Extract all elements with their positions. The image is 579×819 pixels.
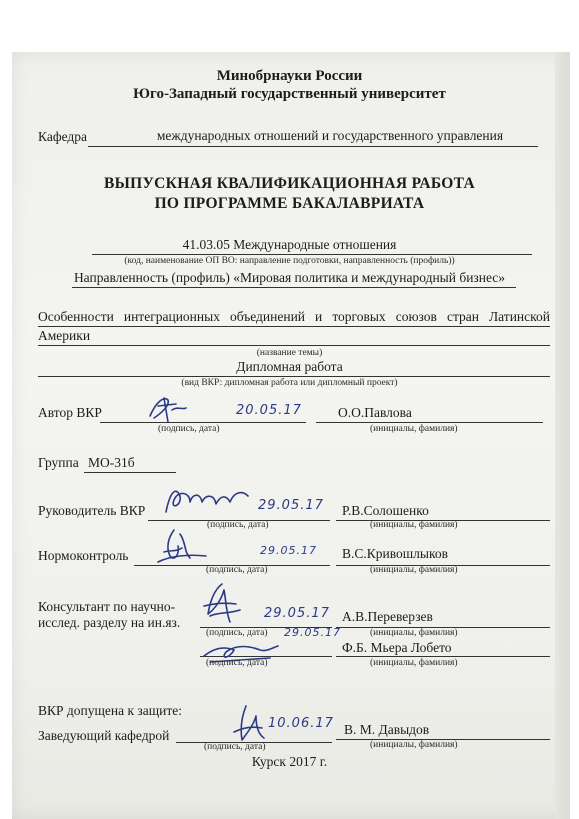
department-label: Кафедра (38, 129, 87, 144)
consultant-hint-sign1: (подпись, дата) (206, 628, 268, 638)
supervisor-name: Р.В.Солошенко (342, 503, 429, 518)
consultant-hint-sign2: (подпись, дата) (206, 658, 268, 668)
head-name: В. М. Давыдов (344, 722, 430, 737)
head-signature (226, 702, 270, 744)
group-underline (84, 472, 176, 473)
city-year: Курск 2017 г. (251, 754, 328, 769)
consultant-name1: А.В.Переверзев (342, 609, 433, 624)
ministry-name: Минобрнауки России (216, 68, 363, 84)
normcontrol-hint-name: (инициалы, фамилия) (370, 565, 458, 575)
author-label: Автор ВКР (38, 405, 102, 420)
normcontrol-hint-sign: (подпись, дата) (206, 565, 268, 575)
program-hint: (код, наименование ОП ВО: направление подготовки, направленность (профиль)) (124, 256, 455, 266)
group-value: МО-31б (88, 455, 135, 470)
author-hint-sign: (подпись, дата) (158, 424, 220, 434)
work-type-hint: (вид ВКР: дипломная работа или дипломный проект) (181, 378, 398, 388)
consultant-label-line2: исслед. разделу на ин.яз. (38, 615, 181, 630)
work-title-line1: ВЫПУСКНАЯ КВАЛИФИКАЦИОННАЯ РАБОТА (103, 175, 476, 192)
supervisor-signature (160, 482, 252, 520)
normcontrol-label: Нормоконтроль (38, 548, 129, 563)
profile-underline (72, 287, 516, 288)
head-hint-name: (инициалы, фамилия) (370, 740, 458, 750)
topic-line2: Америки (38, 328, 91, 343)
supervisor-date: 29.05.17 (258, 498, 324, 513)
work-type-value: Дипломная работа (236, 359, 343, 374)
consultant-hint-name2: (инициалы, фамилия) (370, 658, 458, 668)
consultant-name2: Ф.Б. Мьера Лобето (342, 640, 452, 655)
head-date: 10.06.17 (268, 716, 334, 731)
supervisor-hint-sign: (подпись, дата) (207, 520, 269, 530)
supervisor-hint-name: (инициалы, фамилия) (370, 520, 458, 530)
consultant-date2: 29.05.17 (284, 626, 341, 639)
author-hint-name: (инициалы, фамилия) (370, 424, 458, 434)
program-profile: Направленность (профиль) «Мировая политика и международный бизнес» (73, 270, 506, 285)
head-of-department-label: Заведующий кафедрой (38, 728, 170, 743)
consultant-label-line1: Консультант по научно- (38, 599, 176, 614)
normcontrol-name: В.С.Кривошлыков (342, 546, 448, 561)
consultant-signature1 (196, 580, 246, 628)
supervisor-label: Руководитель ВКР (38, 503, 146, 518)
author-signature (142, 392, 190, 426)
university-name: Юго-Западный государственный университет (133, 86, 446, 102)
defense-admitted: ВКР допущена к защите: (38, 703, 182, 718)
department-value: международных отношений и государственного управления (156, 128, 504, 143)
paper-edge (555, 52, 570, 819)
topic-hint: (название темы) (256, 348, 323, 358)
topic-underline1 (38, 326, 550, 327)
program-code: 41.03.05 Международные отношения (182, 237, 397, 252)
normcontrol-signature (150, 524, 212, 566)
topic-line1: Особенности интеграционных объединений и торговых союзов стран Латинской (38, 309, 550, 324)
consultant-hint-name1: (инициалы, фамилия) (370, 628, 458, 638)
consultant-date1: 29.05.17 (264, 606, 330, 621)
author-sign-line (100, 422, 306, 423)
department-underline (88, 146, 538, 147)
topic-underline2 (38, 345, 550, 346)
author-date: 20.05.17 (236, 403, 302, 418)
group-label: Группа (38, 455, 79, 470)
work-title-line2: ПО ПРОГРАММЕ БАКАЛАВРИАТА (154, 195, 425, 212)
work-type-underline (38, 376, 550, 377)
head-hint-sign: (подпись, дата) (204, 742, 266, 752)
author-name: О.О.Павлова (338, 405, 412, 420)
normcontrol-date: 29.05.17 (260, 544, 317, 557)
author-name-line (316, 422, 543, 423)
program-underline (92, 254, 532, 255)
consultant-name-line2 (336, 656, 550, 657)
